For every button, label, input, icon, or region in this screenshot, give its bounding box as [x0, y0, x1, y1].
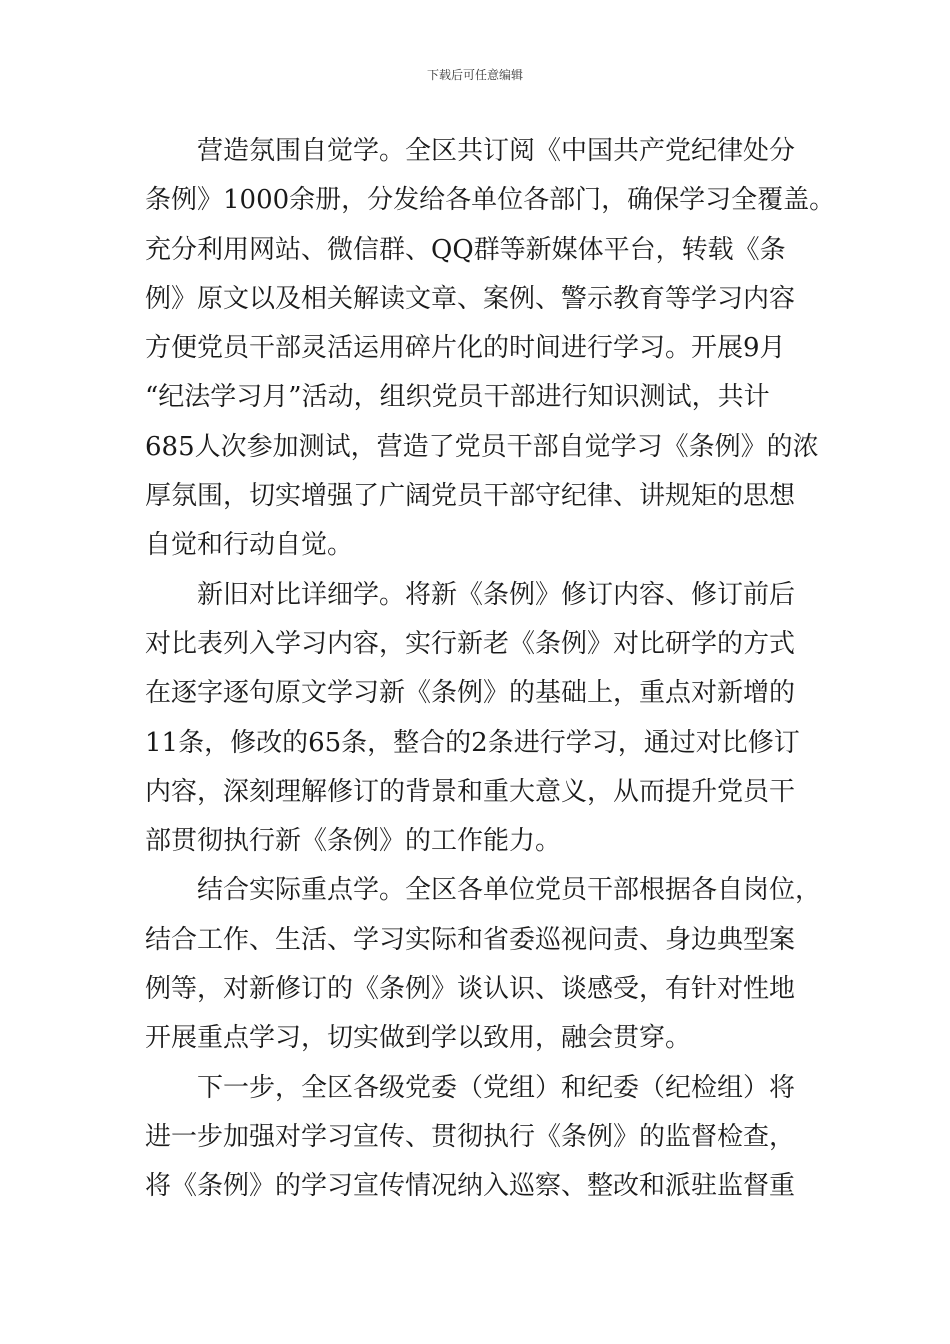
text-line: 将《条例》的学习宣传情况纳入巡察、整改和派驻监督重	[145, 1171, 796, 1202]
text-line: 下一步，全区各级党委（党组）和纪委（纪检组）将	[145, 1072, 796, 1103]
text-line: 厚氛围，切实增强了广阔党员干部守纪律、讲规矩的思想	[145, 481, 796, 512]
text-line: 开展重点学习，切实做到学以致用，融会贯穿。	[145, 1023, 692, 1054]
text-line: 充分利用网站、微信群、QQ群等新媒体平台，转载《条	[145, 234, 786, 265]
text-line: 新旧对比详细学。将新《条例》修订内容、修订前后	[145, 579, 796, 610]
page-header: 下载后可任意编辑	[426, 68, 523, 82]
text-line: 例等，对新修订的《条例》谈认识、谈感受，有针对性地	[145, 974, 796, 1005]
text-line: 11条，修改的65条，整合的2条进行学习，通过对比修订	[145, 727, 800, 758]
text-line: 部贯彻执行新《条例》的工作能力。	[145, 826, 562, 857]
text-line: 自觉和行动自觉。	[145, 530, 354, 561]
text-line: 进一步加强对学习宣传、贯彻执行《条例》的监督检查，	[145, 1121, 796, 1152]
text-line: 对比表列入学习内容，实行新老《条例》对比研学的方式	[145, 628, 796, 659]
text-line: 内容，深刻理解修订的背景和重大意义，从而提升党员干	[145, 776, 796, 807]
text-line: 在逐字逐句原文学习新《条例》的基础上，重点对新增的	[145, 678, 796, 709]
text-line: “纪法学习月”活动，组织党员干部进行知识测试，共计	[145, 382, 770, 413]
text-line: 条例》1000余册，分发给各单位各部门，确保学习全覆盖。	[145, 185, 836, 216]
text-line: 营造氛围自觉学。全区共订阅《中国共产党纪律处分	[145, 136, 796, 166]
text-line: 方便党员干部灵活运用碎片化的时间进行学习。开展9月	[145, 333, 786, 364]
text-line: 685人次参加测试，营造了党员干部自觉学习《条例》的浓	[145, 431, 819, 462]
text-line: 结合工作、生活、学习实际和省委巡视问责、身边典型案	[145, 924, 796, 955]
document-body	[145, 127, 836, 1212]
text-line: 例》原文以及相关解读文章、案例、警示教育等学习内容	[145, 283, 796, 314]
text-line: 结合实际重点学。全区各单位党员干部根据各自岗位，	[145, 875, 822, 906]
